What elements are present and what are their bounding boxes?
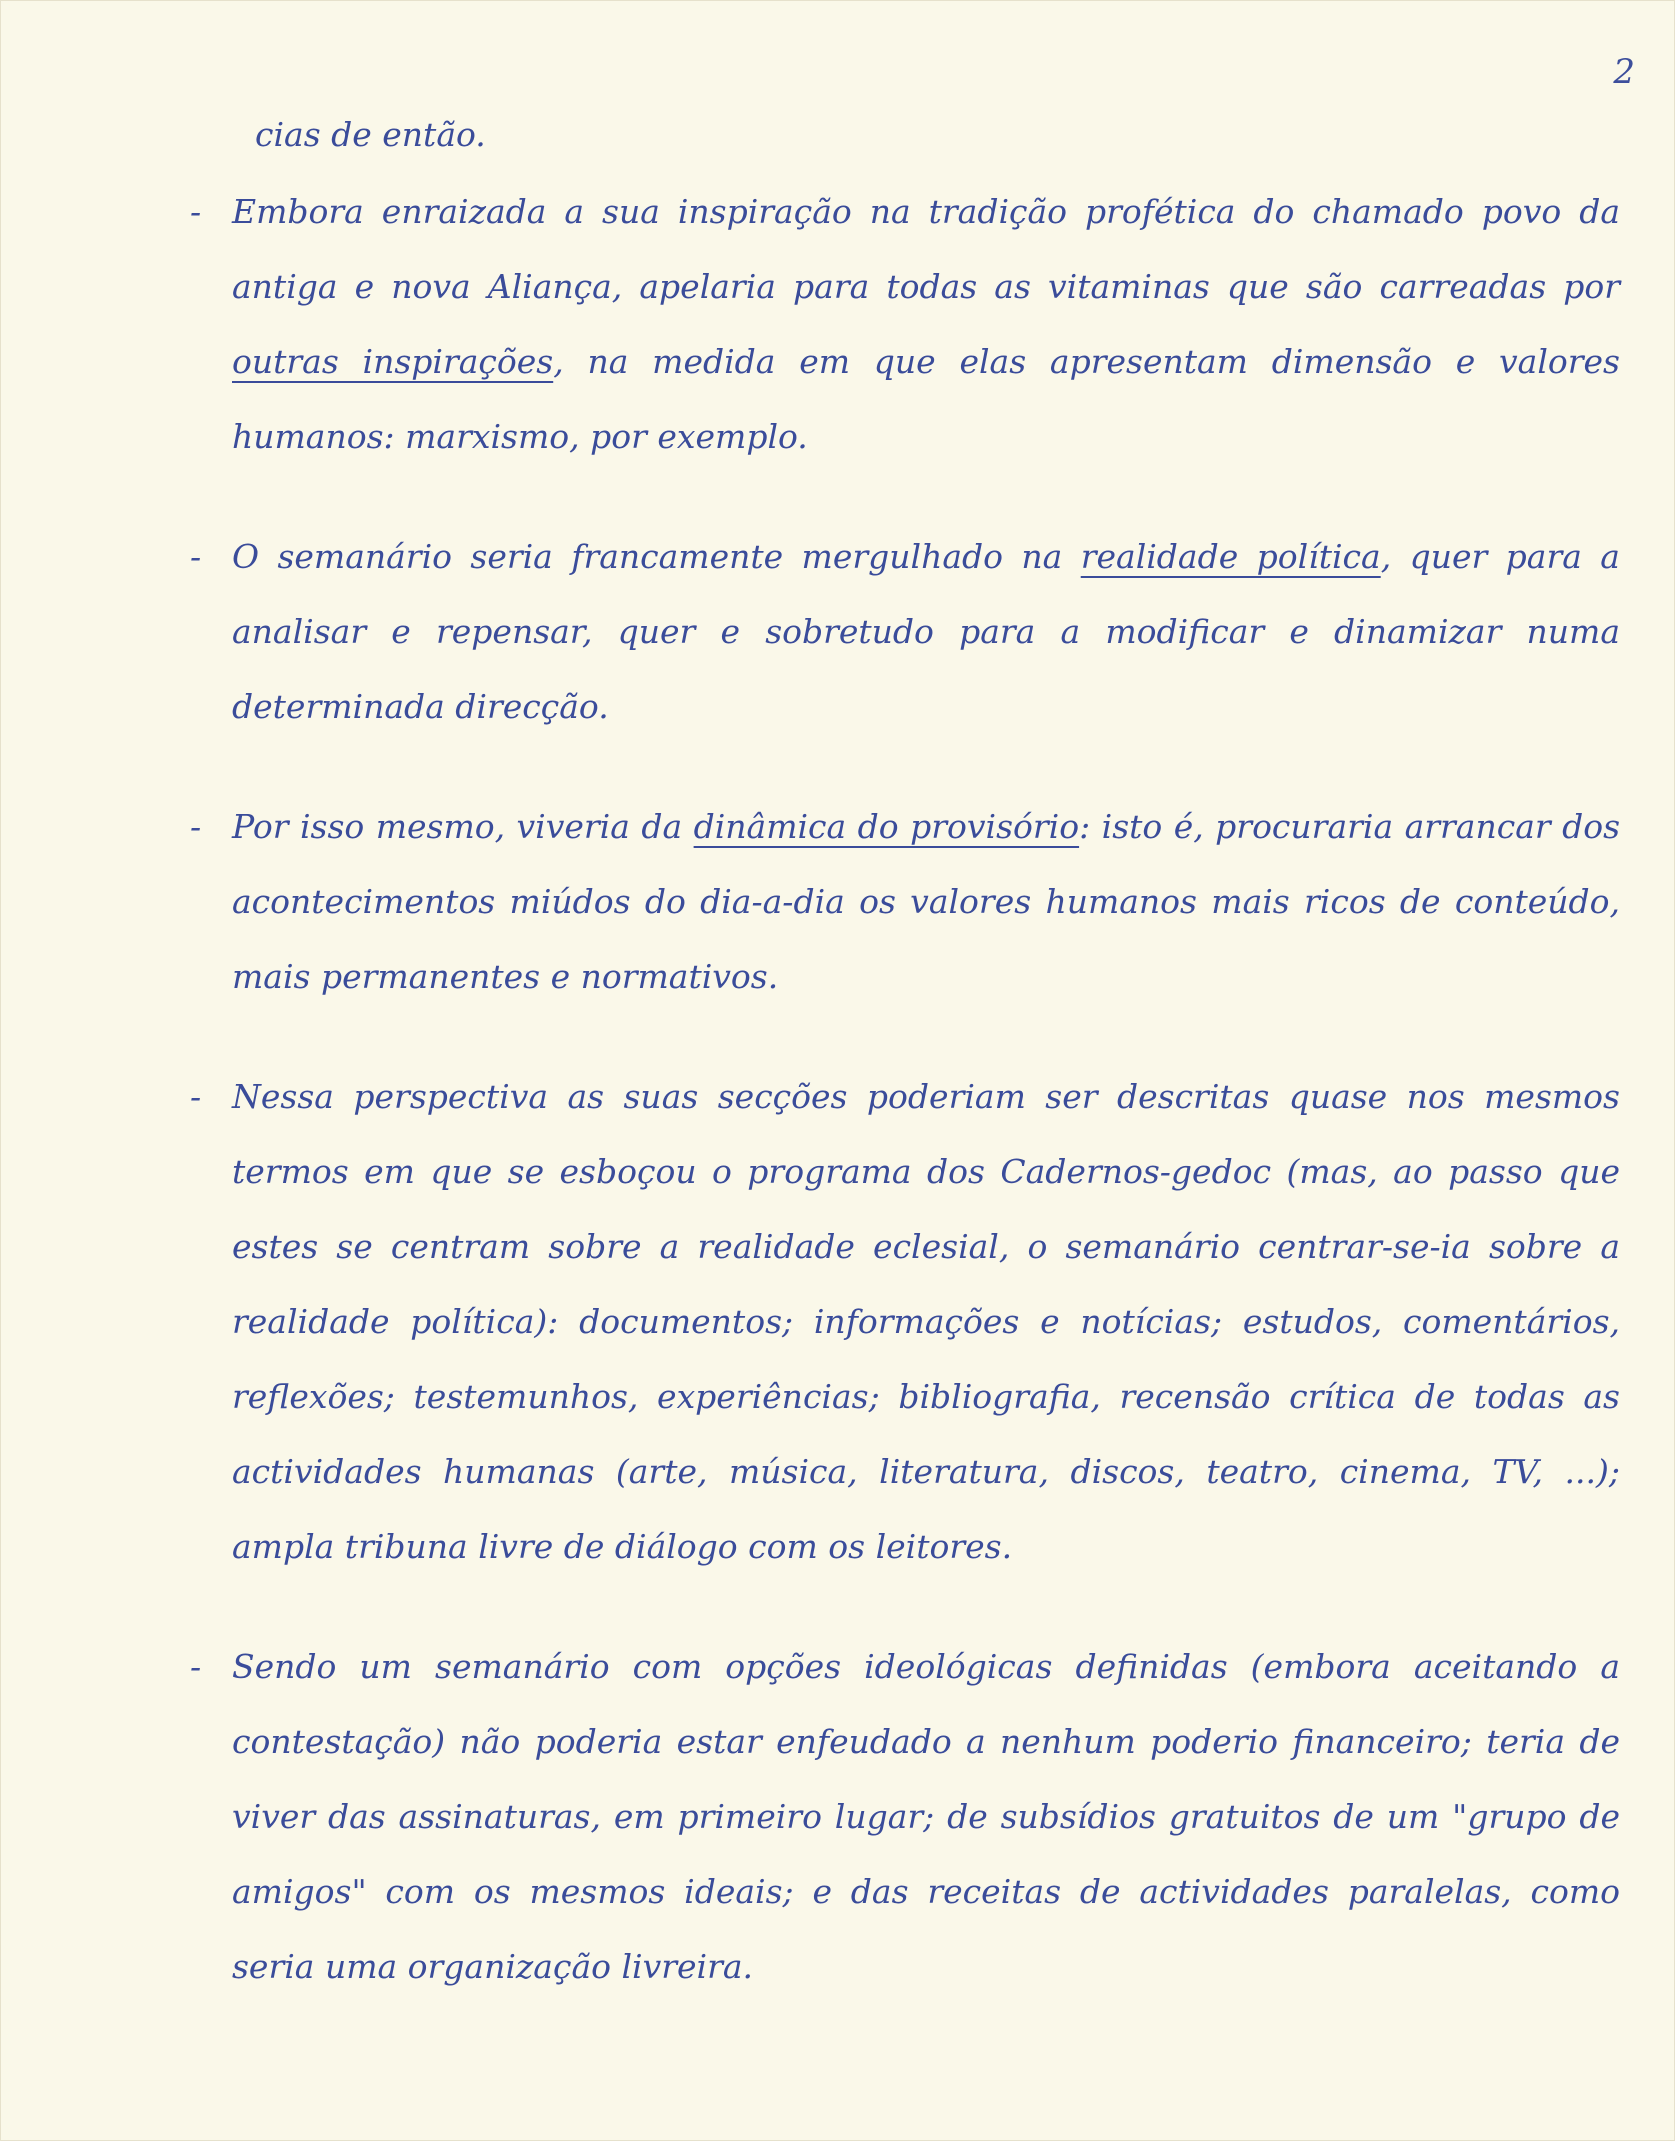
manuscript-body — [190, 100, 1621, 2049]
paragraph-text: Nessa perspectiva as suas secções poderiam ser descritas quase nos mesmos termos em que se esboçou o programa dos Cadernos-gedoc (mas, ao passo que estes se centram sobre a realidade eclesial, o semanário centrar-se-ia sobre a realidade política): documentos; informações e notícias; estudos, comentários, reflexões; testemunhos, experiências; bibliografia, recensão crítica de todas as actividades humanas (arte, música, literatura, discos, teatro, cinema, TV, ...); ampla tribuna livre de diálogo com os leitores. — [232, 1077, 1620, 1566]
paragraph-4 — [190, 1059, 1620, 1584]
paragraph-5 — [190, 1629, 1620, 2004]
opening-line: cias de então. — [255, 115, 486, 154]
bullet-dash: - — [190, 807, 202, 846]
paragraph-text: , quer para a analisar e repensar, quer e sobretudo para a modificar e dinamizar numa determinada direcção. — [232, 537, 1620, 726]
paragraph-text: Por isso mesmo, viveria da — [232, 807, 694, 846]
underlined-phrase: outras inspirações — [232, 342, 554, 381]
paragraph-text: Embora enraizada a sua inspiração na tradição profética do chamado povo da antiga e nova Aliança, apelaria para todas as vitaminas que são carreadas por — [232, 192, 1620, 306]
underlined-phrase: realidade política — [1080, 537, 1381, 576]
paragraph-3 — [190, 789, 1621, 1014]
bullet-dash: - — [190, 192, 202, 231]
bullet-dash: - — [190, 1647, 202, 1686]
paragraph-text: O semanário seria francamente mergulhado na — [232, 537, 1081, 576]
paragraph-1 — [190, 174, 1620, 474]
paragraph-2 — [190, 519, 1620, 744]
paragraph-text: Sendo um semanário com opções ideológicas definidas (embora aceitando a contestação) não poderia estar enfeudado a nenhum poderio financeiro; teria de viver das assinaturas, em primeiro lugar; de subsídios gratuitos de um "grupo de amigos" com os mesmos ideais; e das receitas de actividades paralelas, como seria uma organização livreira. — [232, 1647, 1620, 1986]
underlined-phrase: dinâmica do provisório — [693, 807, 1080, 846]
paragraph-text: , na medida em que elas apresentam dimensão e valores humanos: marxismo, por exemplo. — [232, 342, 1620, 456]
page-number: 2 — [1613, 52, 1635, 92]
bullet-dash: - — [190, 1077, 202, 1116]
paragraph-text: : isto é, procuraria arrancar dos acontecimentos miúdos do dia-a-dia os valores humanos mais ricos de conteúdo, mais permanentes e normativos. — [232, 807, 1621, 996]
bullet-dash: - — [190, 537, 202, 576]
